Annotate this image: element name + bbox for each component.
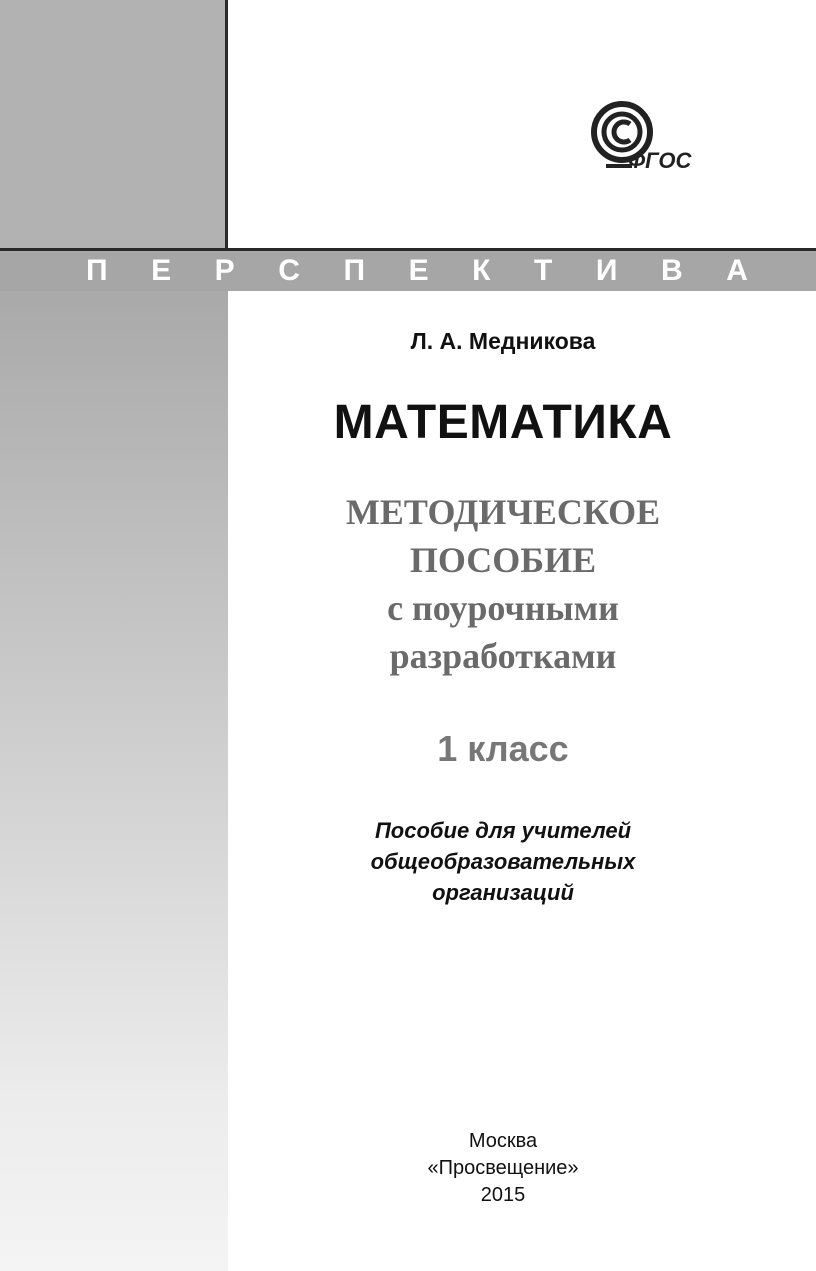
imprint xyxy=(190,1128,816,1209)
audience-line: организаций xyxy=(432,880,574,905)
audience-line: Пособие для учителей xyxy=(374,818,632,843)
sun-spiral-icon xyxy=(226,62,406,248)
vertical-divider xyxy=(225,0,228,252)
subtitle-line: с поурочными xyxy=(387,588,619,628)
book-title: МАТЕМАТИКА xyxy=(333,396,673,449)
book-subtitle xyxy=(190,488,816,680)
series-letter: П xyxy=(343,254,366,287)
imprint-publisher: «Просвещение» xyxy=(427,1157,579,1179)
series-letter: Т xyxy=(533,254,553,287)
series-letter: К xyxy=(472,254,491,287)
book-grade: 1 класс xyxy=(437,728,569,769)
series-letter: Е xyxy=(408,254,429,287)
series-letter: Р xyxy=(214,254,235,287)
subtitle-line: ПОСОБИЕ xyxy=(409,540,597,580)
fgos-logo-icon xyxy=(586,96,726,176)
imprint-city: Москва xyxy=(468,1130,538,1152)
series-letter: А xyxy=(726,254,748,287)
top-gray-block xyxy=(0,0,225,250)
book-author: Л. А. Медникова xyxy=(410,328,596,354)
series-name xyxy=(0,251,816,291)
series-letter: Е xyxy=(151,254,172,287)
fgos-logo-text: ФГОС xyxy=(628,148,692,173)
audience-line: общеобразовательных xyxy=(370,849,636,874)
imprint-year: 2015 xyxy=(480,1184,526,1206)
series-letter: И xyxy=(595,254,618,287)
subtitle-line: МЕТОДИЧЕСКОЕ xyxy=(345,492,661,532)
subtitle-line: разработками xyxy=(389,636,617,676)
series-letter: С xyxy=(278,254,300,287)
book-audience xyxy=(190,815,816,908)
series-letter: В xyxy=(660,254,683,287)
series-letter: П xyxy=(86,254,108,287)
